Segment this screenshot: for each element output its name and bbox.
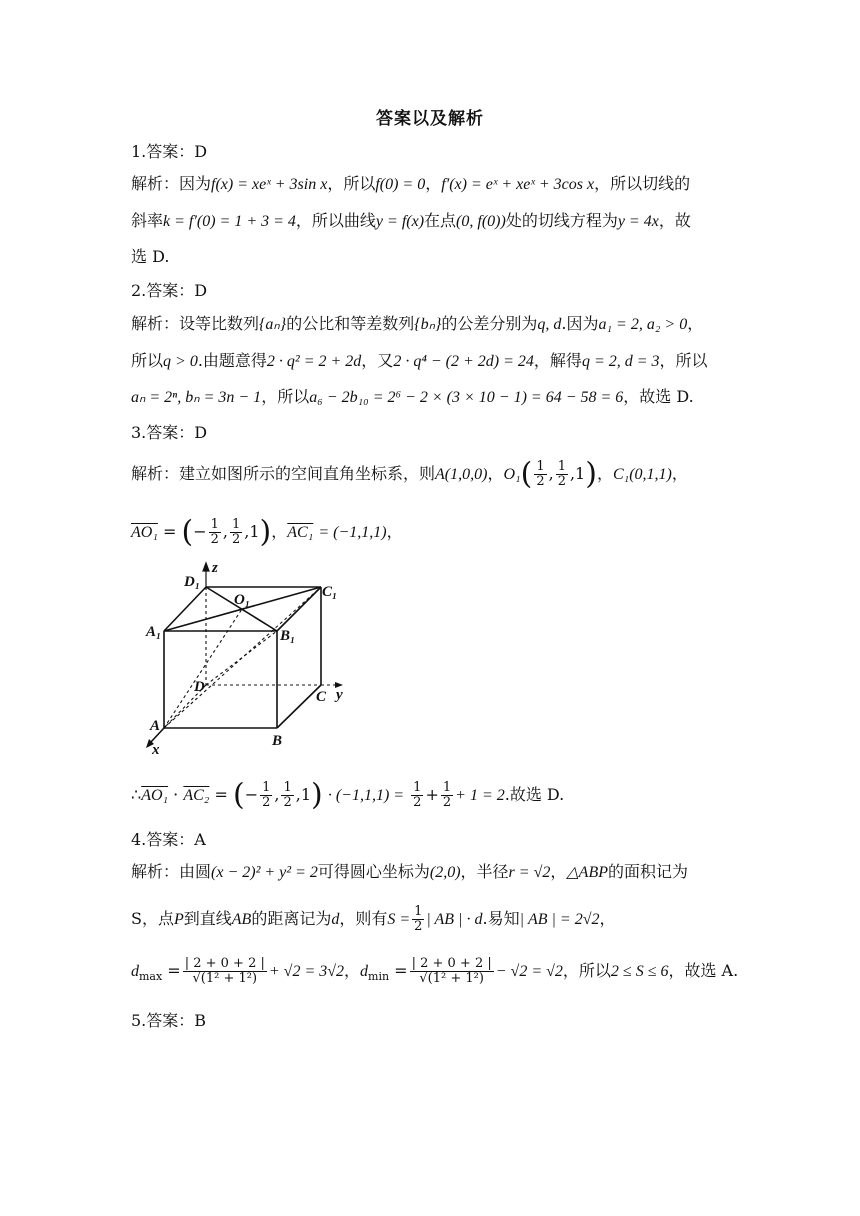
math: (2,0) [429,864,461,881]
paren: ( [232,777,245,813]
math: d [131,963,139,980]
denominator: 2 [413,795,422,810]
text: ，故 [658,211,691,230]
numerator: 1 [442,780,452,795]
text: ， [386,522,403,541]
numerator: 1 [413,780,422,795]
text: .由题意得 [197,351,267,370]
fraction [230,518,242,547]
text: ，所以切线的 [594,174,691,193]
paren: ( [181,514,194,550]
math: d [360,963,369,980]
math: q > 0 [163,353,198,370]
denominator: 2 [262,795,271,810]
math: (x − 2)² + y² = 2 [211,864,318,881]
text: ,1 [295,785,312,804]
subscript: max [139,970,163,984]
text: ,1 [244,522,260,541]
math: 2 · q⁴ − (2 + 2d) = 24 [393,353,534,370]
text: ，故选 A. [668,961,739,980]
q4-line1 [131,861,688,884]
math: 2 · q² = 2 + 2d [266,353,362,370]
q3-line1: 解析：建立如图所示的空间直角坐标系，则A(1,0,0)，O₁( $\frac{1}{2}$ , $\frac{1}{2}$ ,1)，C₁(0,1,1)， [131,456,688,492]
denominator: √(1² + 1²) [419,971,484,986]
math: O₁ [503,466,521,483]
fraction [534,460,546,489]
text: ， [425,174,442,193]
text: ，所以曲线 [295,211,376,230]
text: ， [344,961,361,980]
text: ， [596,464,613,483]
label-B1: B₁ [280,628,296,644]
label-C1: C₁ [322,584,338,600]
fraction [441,781,453,810]
numerator: 1 [414,904,423,919]
paren: ) [585,456,597,492]
numerator: | 2 + 0 + 2 | [184,956,265,971]
text: ，又 [361,351,394,370]
math: S = [387,911,411,928]
label-x: x [152,742,160,758]
math: | AB | · d [426,911,483,928]
text: 的面积记为 [608,862,689,881]
math: q = 2, d = 3 [581,353,660,370]
q5-answer: 5.答案：B [131,1011,207,1030]
label-B: B [272,733,283,749]
denominator: 2 [283,795,292,810]
paren: ) [311,777,323,813]
cube-figure [140,560,360,758]
q1-line1 [131,173,690,196]
math: d [331,911,340,928]
math: f(0) = 0 [375,176,426,193]
text: · [173,785,179,804]
denominator: 2 [210,532,219,547]
label-O1: O₁ [234,592,251,608]
text: 的公比和等差数列 [286,314,415,333]
math: P [173,911,184,928]
text: ,1 [569,464,586,483]
text: = [394,961,408,980]
math: y = 4x [617,213,659,230]
text: ，所以 [261,387,310,406]
q1-answer: 1.答案：D [131,142,208,161]
text: 解析：建立如图所示的空间直角坐标系，则 [131,464,436,483]
text: ∴ [131,785,142,804]
text: 斜率 [131,211,164,230]
q3-answer: 3.答案：D [131,423,208,442]
text: ，所以 [562,961,611,980]
denominator: √(1² + 1²) [192,971,258,986]
text: 处的切线方程为 [505,211,618,230]
vector: AC₂ [183,787,210,804]
page-title: 答案以及解析 [376,109,484,129]
math: △ABP [566,864,608,881]
text: ， [271,522,288,541]
fraction [411,781,423,810]
math: | AB | = 2√2 [519,911,600,928]
math: C₁(0,1,1) [612,466,672,483]
denominator: 2 [557,474,566,489]
text: 解析：由圆 [131,862,212,881]
numerator: 1 [210,517,219,532]
label-A: A [150,718,161,734]
text: − [244,785,259,804]
text: .因为 [561,314,599,333]
label-A1: A₁ [146,624,162,640]
q2-answer: 2.答案：D [131,281,208,300]
fraction [410,957,494,986]
text: ， [487,464,504,483]
text: = [214,785,228,804]
q1-line3: 选 D. [131,247,170,266]
text: S，点 [131,909,174,928]
math: (0, f(0)) [456,213,506,230]
q1-line2 [131,210,691,233]
text: ，解得 [533,351,582,370]
fraction [209,518,221,547]
math: f(x) = xeˣ + 3sin x [211,176,328,193]
math: y = f(x) [375,213,425,230]
math: aₙ = 2ⁿ, bₙ = 3n − 1 [131,389,262,406]
text: 的距离记为 [251,909,332,928]
text: .易知 [482,909,520,928]
fraction [183,957,267,986]
text: 解析：因为 [131,174,212,193]
numerator: 1 [283,780,292,795]
text: ， [550,862,567,881]
math: · (−1,1,1) = [327,787,405,804]
label-D1: D₁ [184,574,201,590]
text: − [193,522,207,541]
paren: ( [520,456,533,492]
text: ， [687,314,704,333]
subscript: min [368,970,390,984]
vector: AO₁ [141,787,169,804]
text: 到直线 [183,909,232,928]
label-z: z [212,560,218,576]
vector: AO₁ [131,524,158,541]
text: + [425,785,439,804]
fraction [412,905,424,934]
text: 解析：设等比数列 [131,314,260,333]
math: + √2 = 3√2 [268,963,345,980]
q2-line2 [131,350,708,373]
label-C: C [316,689,327,705]
q3-line3: ∴AO₁ · AC₂ = (− $\frac{1}{2}$ , $\frac{1}{2}$ ,1) · (−1,1,1) = $\frac{1}{2}$ + $\frac{1}{2}$ + 1 = 2.故选 D. [131,777,565,813]
math: q, d [537,316,562,333]
q2-line3 [131,386,694,409]
denominator: 2 [231,532,241,547]
math: f′(x) = eˣ + xeˣ + 3cos x [441,176,595,193]
math: A(1,0,0) [435,466,488,483]
text: 可得圆心坐标为 [317,862,430,881]
math: {aₙ} [259,316,287,333]
text: ，半径 [460,862,509,881]
math: {bₙ} [414,316,442,333]
label-D: D [194,679,205,695]
numerator: 1 [557,459,566,474]
text: ，所以 [327,174,376,193]
text: 的公差分别为 [441,314,538,333]
fraction [556,460,568,489]
text: ， [599,909,616,928]
denominator: 2 [536,474,545,489]
text: ，故选 D. [623,387,694,406]
math: − √2 = √2 [495,963,563,980]
q4-line2 [131,905,616,934]
text: ，则有 [339,909,388,928]
math: 2 ≤ S ≤ 6 [610,963,669,980]
math: AB [231,911,252,928]
label-y: y [336,687,343,703]
q2-line1 [131,313,703,336]
q4-line3 [131,957,738,988]
text: 在点 [424,211,457,230]
math: k = f′(0) = 1 + 3 = 4 [163,213,296,230]
paren: ) [259,514,272,550]
vector: AC₁ [287,524,314,541]
math: a₆ − 2b₁₀ = 2⁶ − 2 × (3 × 10 − 1) = 64 − 58 = 6 [309,389,624,406]
text: ， [671,464,688,483]
fraction [260,781,272,810]
denominator: 2 [442,795,452,810]
text: .故选 D. [504,785,565,804]
numerator: 1 [262,780,271,795]
text: ，所以 [659,351,708,370]
text: 所以 [131,351,164,370]
fraction [281,781,293,810]
math: a₁ = 2, a₂ > 0 [598,316,688,333]
denominator: 2 [414,919,423,934]
numerator: 1 [536,459,545,474]
q3-line2: AO₁ = (− $\frac{1}{2}$ , $\frac{1}{2}$ ,1)，AC₁ = (−1,1,1)， [131,514,403,550]
numerator: | 2 + 0 + 2 | [411,956,492,971]
text: = [167,961,181,980]
text: = [162,522,177,541]
numerator: 1 [231,517,241,532]
math: = (−1,1,1) [318,524,387,541]
q4-answer: 4.答案：A [131,830,206,849]
math: r = √2 [508,864,551,881]
math: + 1 = 2 [455,787,505,804]
